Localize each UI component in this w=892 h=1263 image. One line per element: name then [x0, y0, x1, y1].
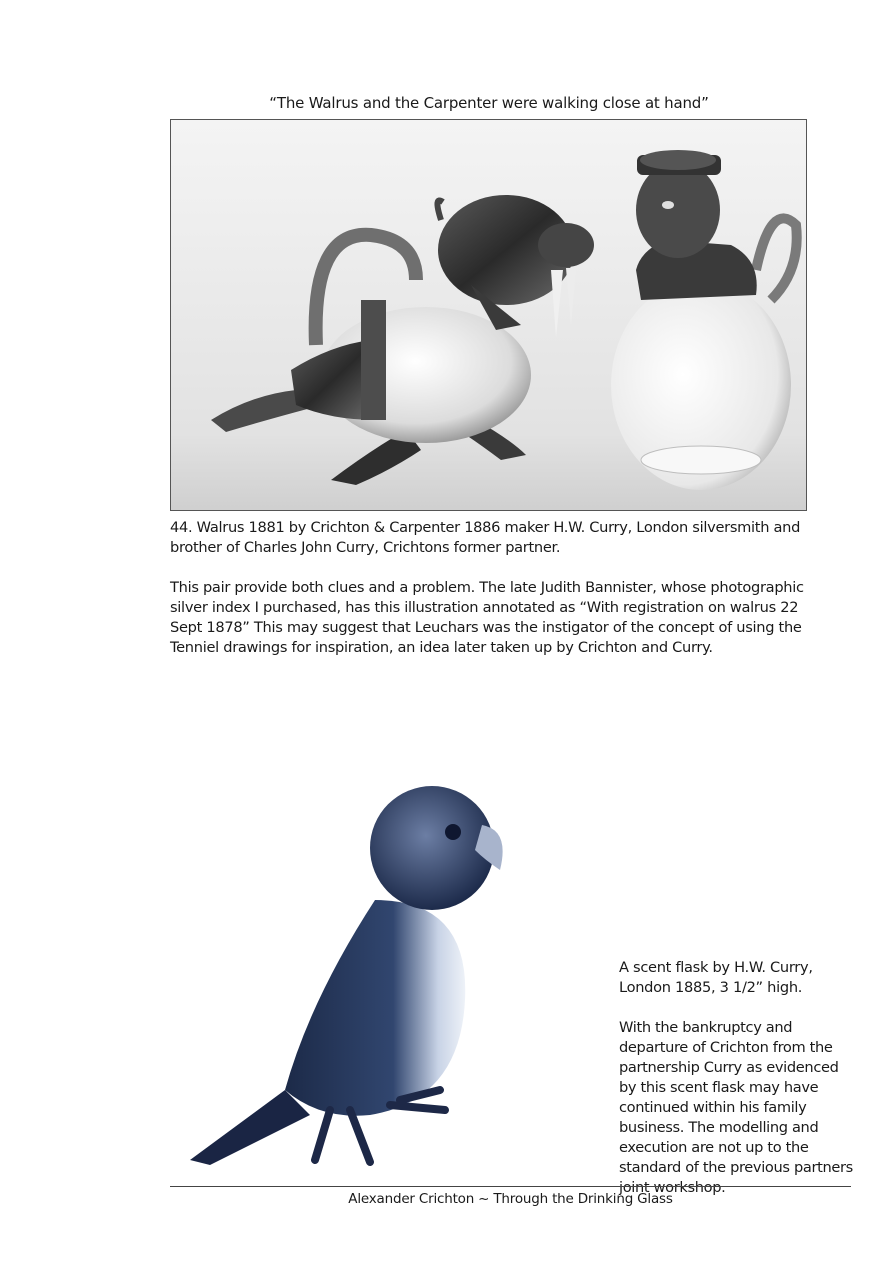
paragraph-text: This pair provide both clues and a problem. The late Judith Bannister, whose photographic silver index I purchased, has this illustration annotated as “With registration on walrus 22 Sept 1878” This may suggest that Leuchars was the instigator of the concept of using the Tenniel drawings for inspiration, an idea later taken up by Crichton and Curry.	[170, 579, 804, 656]
scent-flask-note: With the bankruptcy and departure of Crichton from the partnership Curry as evidenced by this scent flask may have continued within his family business. The modelling and execution are not up to the standard of the previous partners joint workshop.	[619, 1019, 853, 1196]
page-footer: Alexander Crichton ~ Through the Drinking Glass	[348, 1191, 673, 1207]
page-heading-quote: “The Walrus and the Carpenter were walking close at hand”	[269, 94, 709, 112]
figure-44-caption: 44. Walrus 1881 by Crichton & Carpenter 1886 maker H.W. Curry, London silversmith and brother of Charles John Curry, Crichtons former partner.	[170, 519, 801, 556]
parrot-scent-flask-photo	[170, 770, 570, 1170]
scent-flask-caption: A scent flask by H.W. Curry, London 1885, 3 1/2” high.	[619, 959, 813, 996]
walrus-carpenter-photo	[170, 119, 807, 511]
body-paragraph	[170, 578, 820, 658]
footer-divider	[170, 1186, 851, 1187]
